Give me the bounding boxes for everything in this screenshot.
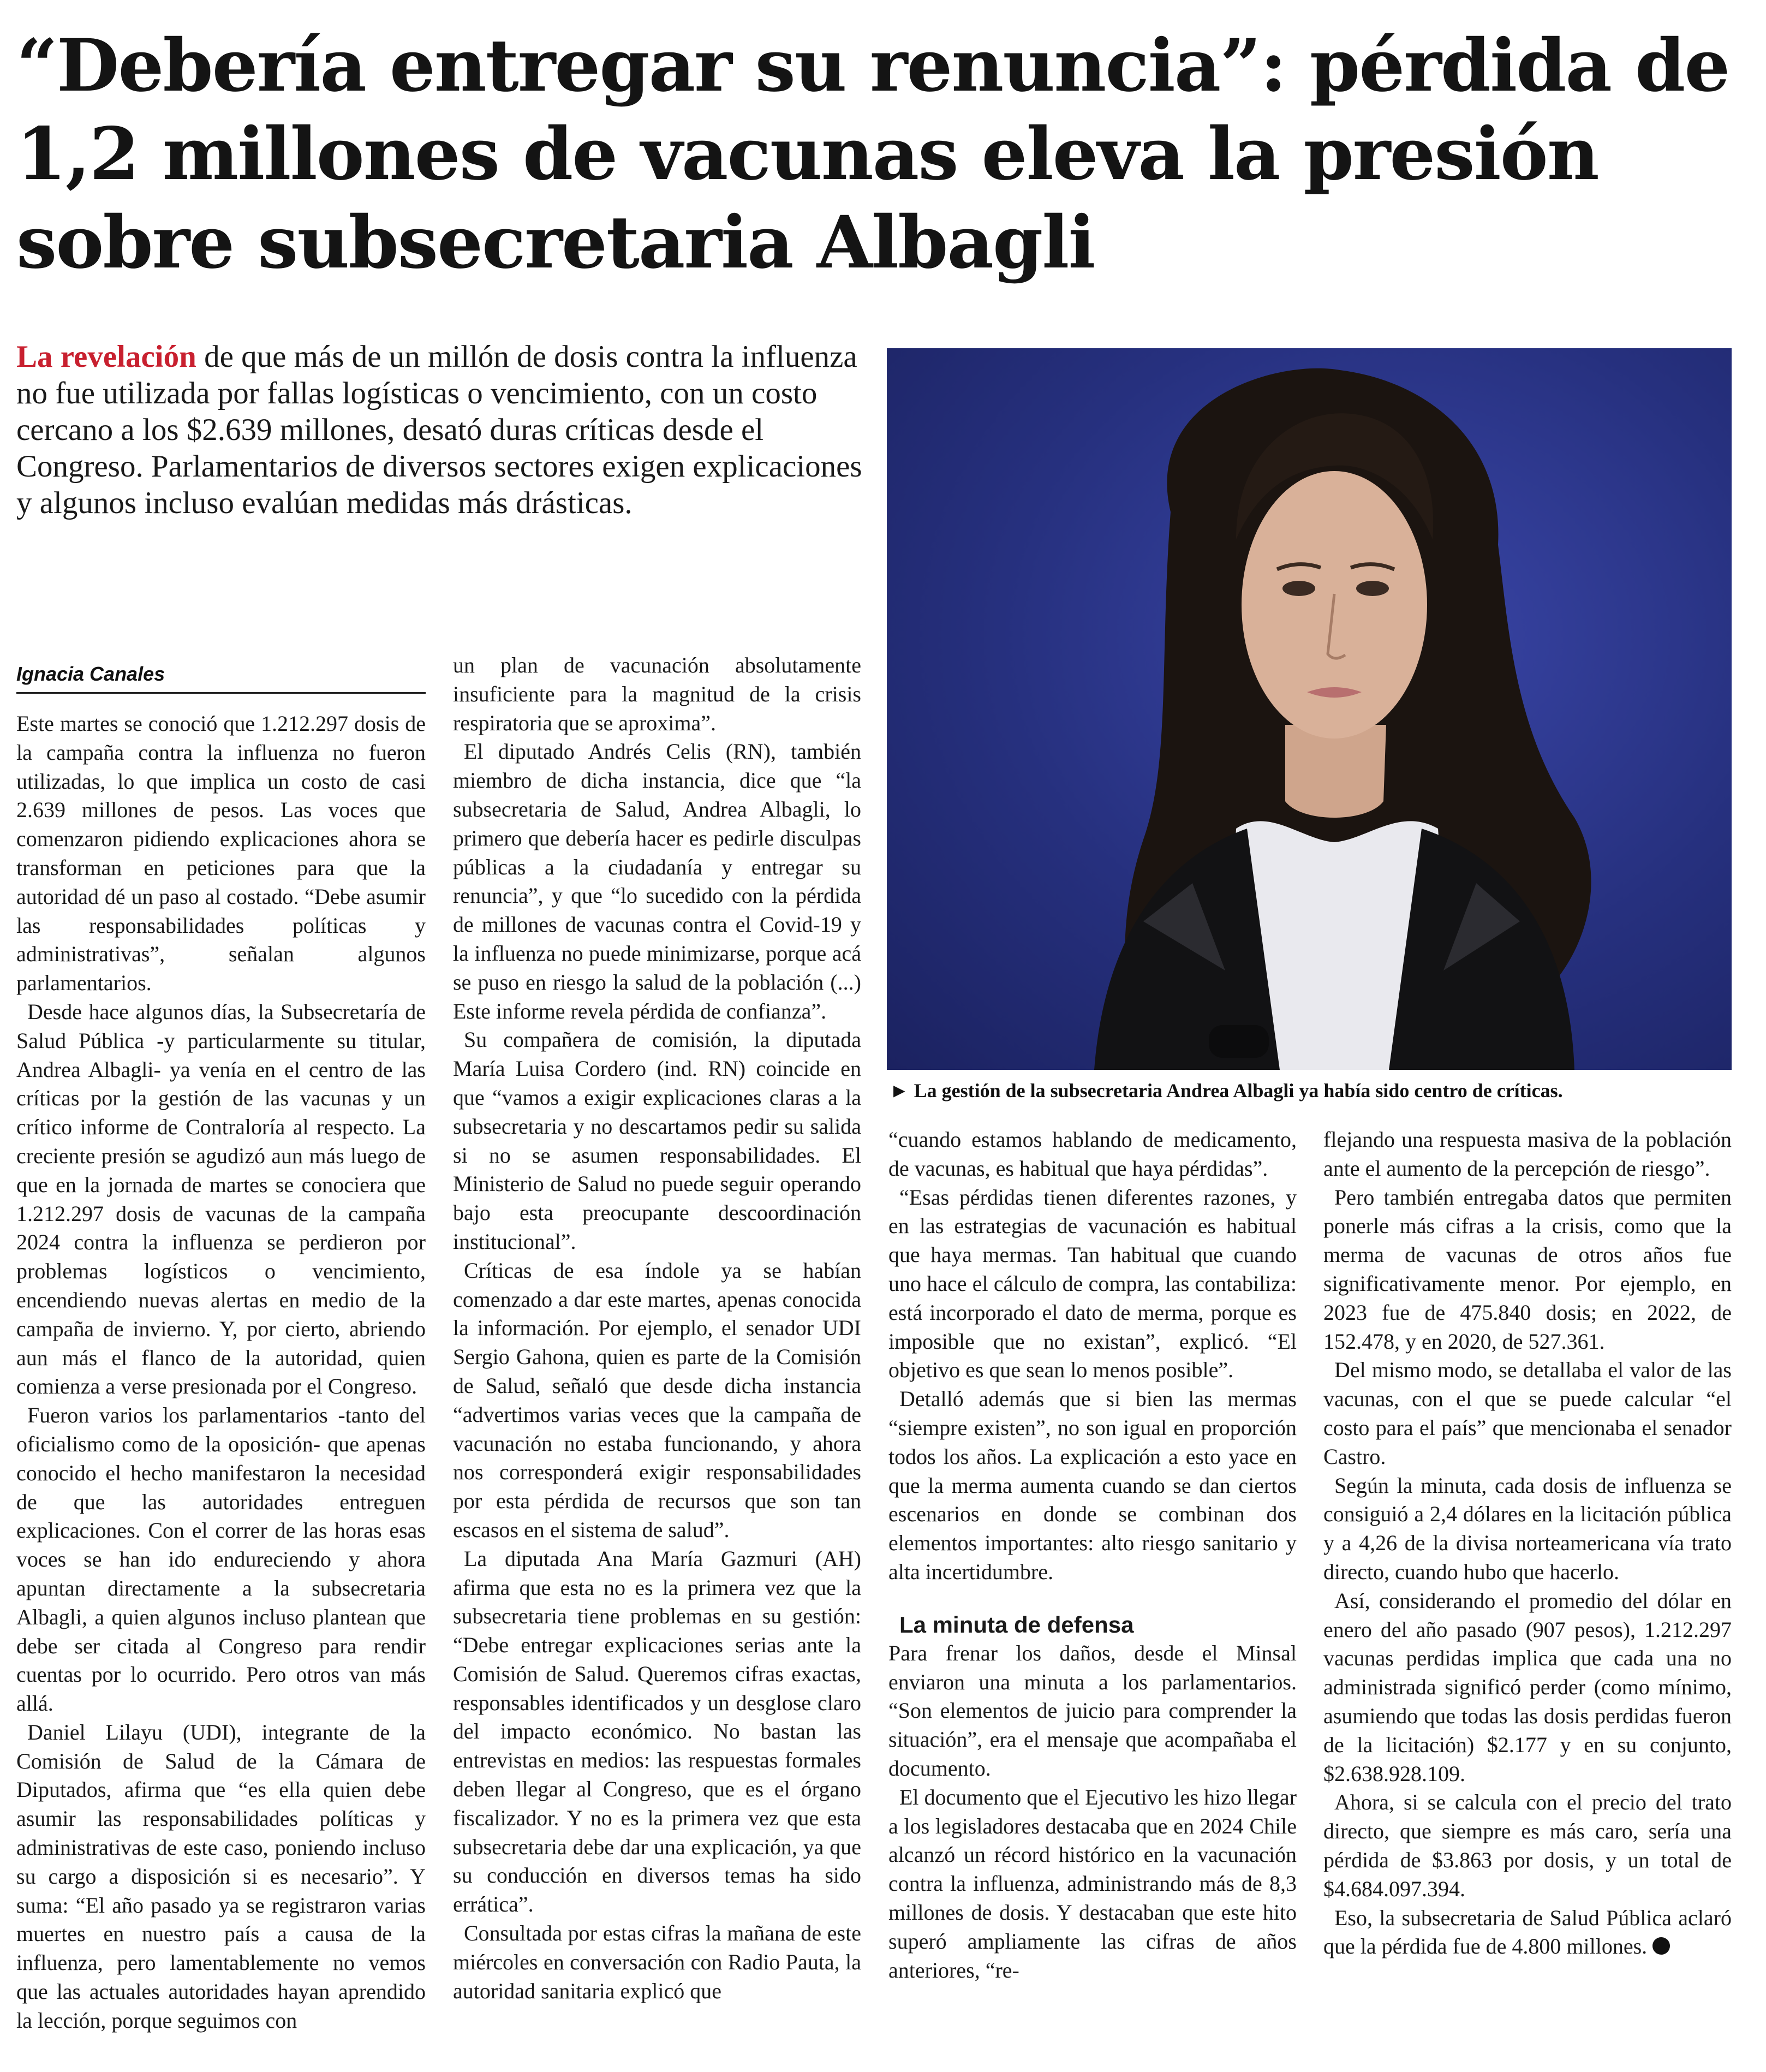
paragraph: “cuando estamos hablando de medicamento, de vacunas, es habitual que haya pérdidas”.: [888, 1127, 1297, 1181]
section-subhead: La minuta de defensa: [899, 1611, 1134, 1638]
lede-kicker: La revelación: [16, 340, 196, 374]
paragraph: “Esas pérdidas tienen diferentes razones, y en las estrategias de vacunación es habitual que haya mermas. Tan habitual que cuando uno hace el cálculo de compra, las contabiliza: está incorporado el dato de merma, porque es imposible que no existan”, explicó. “El objetivo es que sean lo menos posible”.: [888, 1184, 1297, 1383]
paragraph: Pero también entregaba datos que permiten ponerle más cifras a la crisis, como que la merma de vacunas de otros años fue significativamente menor. Por ejemplo, en 2023 fue de 475.840 dosis; en 2022, de 152.478, y en 2020, de 527.361.: [1323, 1184, 1732, 1354]
paragraph: Según la minuta, cada dosis de influenza se consiguió a 2,4 dólares en la licitación pública y a 4,26 de la divisa norteamericana vía trato directo, cuando hubo que hacerlo.: [1323, 1473, 1732, 1584]
byline: Ignacia Canales: [16, 663, 426, 694]
paragraph: El diputado Andrés Celis (RN), también miembro de dicha instancia, dice que “la subsecretaria de Salud, Andrea Albagli, lo primero que debería hacer es pedirle disculpas públicas a la ciudadanía y entregar su renuncia”, y que “lo sucedido con la pérdida de millones de vacunas contra el Covid-19 y la influenza no puede minimizarse, porque acá se puso en riesgo la salud de la población (...) Este informe revela pérdida de confianza”.: [453, 739, 861, 1023]
paragraph: Para frenar los daños, desde el Minsal enviaron una minuta a los parlamentarios. “Son elementos de juicio para comprender la situación”, era el mensaje que acompañaba el documento.: [888, 1640, 1297, 1781]
end-mark-icon: [1652, 1937, 1670, 1955]
paragraph: Ahora, si se calcula con el precio del trato directo, que siempre es más caro, sería una pérdida de $3.863 por dosis, y un total de $4.684.097.394.: [1323, 1790, 1732, 1901]
paragraph: flejando una respuesta masiva de la población ante el aumento de la percepción de riesgo”.: [1323, 1127, 1732, 1181]
lede-paragraph: [16, 338, 868, 521]
paragraph: [1323, 1904, 1732, 1962]
headline: “Debería entregar su renuncia”: pérdida de 1,2 millones de vacunas eleva la presión sobre subsecretaria Albagli: [16, 23, 1729, 285]
article-column-1: [16, 710, 426, 2035]
article-column-2: [453, 651, 861, 2005]
photo-caption: ► La gestión de la subsecretaria Andrea Albagli ya había sido centro de críticas.: [890, 1080, 1563, 1102]
article-photo: [887, 348, 1732, 1070]
portrait-illustration: [887, 348, 1732, 1070]
paragraph: Este martes se conoció que 1.212.297 dosis de la campaña contra la influenza no fueron utilizadas, lo que implica un costo de casi 2.639 millones de pesos. Las voces que comenzaron pidiendo explicaciones ahora se transforman en peticiones para que la autoridad dé un paso al costado. “Debe asumir las responsabilidades políticas y administrativas”, señalan algunos parlamentarios.: [16, 711, 426, 996]
paragraph: Detalló además que si bien las mermas “siempre existen”, no son igual en proporción todos los años. La explicación a esto yace en que la merma aumenta cuando se dan ciertos escenarios en donde se combinan dos elementos importantes: alto riesgo sanitario y alta incertidumbre.: [888, 1386, 1297, 1584]
paragraph: Consultada por estas cifras la mañana de este miércoles en conversación con Radio Pauta, la autoridad sanitaria explicó que: [453, 1921, 861, 2003]
paragraph: Desde hace algunos días, la Subsecretaría de Salud Pública -y particularmente su titular, Andrea Albagli- ya venía en el centro de las críticas por la gestión de las vacunas y un crítico informe de Contraloría al respecto. La creciente presión se agudizó aun más luego de que en la jornada de martes se conociera que 1.212.297 dosis de vacunas de la campaña 2024 contra la influenza se perdieron por problemas logísticos o vencimiento, encendiendo nuevas alertas en medio de la campaña de invierno. Y, por cierto, abriendo aun más el flanco de la autoridad, quien comienza a verse presionada por el Congreso.: [16, 999, 426, 1399]
paragraph: un plan de vacunación absolutamente insuficiente para la magnitud de la crisis respiratoria que se aproxima”.: [453, 653, 861, 735]
paragraph: Así, considerando el promedio del dólar en enero del año pasado (907 pesos), 1.212.297 vacunas perdidas implica que cada una no administrada significó perder (como mínimo, asumiendo que todas las dosis perdidas fueron de la licitación) $2.177 y en su conjunto, $2.638.928.109.: [1323, 1588, 1732, 1786]
article-column-4: [1323, 1126, 1732, 1961]
paragraph: Críticas de esa índole ya se habían comenzado a dar este martes, apenas conocida la información. Por ejemplo, el senador UDI Sergio Gahona, quien es parte de la Comisión de Salud, señaló que desde dicha instancia “advertimos varias veces que la campaña de vacunación no estaba funcionando, y ahora nos corresponderá exigir responsabilidades por esta pérdida de recursos que son tan escasos en el sistema de salud”.: [453, 1258, 861, 1542]
paragraph: Daniel Lilayu (UDI), integrante de la Comisión de Salud de la Cámara de Diputados, afirma que “es ella quien debe asumir las responsabilidades políticas y administrativas de este caso, poniendo incluso su cargo a disposición si es necesario”. Y suma: “El año pasado ya se registraron varias muertes en nuestro país a causa de la influenza, pero lamentablemente no vemos que las actuales autoridades hayan aprendido la lección, porque seguimos con: [16, 1719, 426, 2033]
paragraph: Fueron varios los parlamentarios -tanto del oficialismo como de la oposición- que apenas conocido el hecho manifestaron la necesidad de que las autoridades entreguen explicaciones. Con el correr de las horas esas voces se han ido endureciendo y ahora apuntan directamente a la subsecretaria Albagli, a quien algunos incluso plantean que debe ser citada al Congreso para rendir cuentas por lo ocurrido. Pero otros van más allá.: [16, 1403, 426, 1716]
paragraph: Su compañera de comisión, la diputada María Luisa Cordero (ind. RN) coincide en que “vamos a exigir explicaciones claras a la subsecretaria y no descartamos pedir su salida si no se asumen responsabilidades. El Ministerio de Salud no puede seguir operando bajo esta preocupante descoordinación institucional”.: [453, 1027, 861, 1254]
paragraph: El documento que el Ejecutivo les hizo llegar a los legisladores destacaba que en 2024 Chile alcanzó un récord histórico en la vacunación contra la influenza, administrando más de 8,3 millones de dosis. Y destacaban que este hito superó ampliamente las cifras de años anteriores, “re-: [888, 1784, 1297, 1982]
final-paragraph-text: Eso, la subsecretaria de Salud Pública aclaró que la pérdida fue de 4.800 millones.: [1323, 1905, 1732, 1959]
article-column-3: [888, 1126, 1297, 1985]
paragraph: La diputada Ana María Gazmuri (AH) afirma que esta no es la primera vez que la subsecretaria tiene problemas en su gestión: “Debe entregar explicaciones serias ante la Comisión de Salud. Queremos cifras exactas, responsables identificados y un desglose claro del impacto económico. No bastan las entrevistas en medios: las respuestas formales deben llegar al Congreso, que es el órgano fiscalizador. Y no es la primera vez que esta subsecretaria debe dar una explicación, ya que su conducción en diversos temas ha sido errática”.: [453, 1546, 861, 1917]
lede-text: de que más de un millón de dosis contra la influenza no fue utilizada por fallas logísticas o vencimiento, con un costo cercano a los $2.639 millones, desató duras críticas desde el Congreso. Parlamentarios de diversos sectores exigen explicaciones y algunos incluso evalúan medidas más drásticas.: [16, 340, 862, 520]
paragraph: Del mismo modo, se detallaba el valor de las vacunas, con el que se puede calcular “el costo para el país” que mencionaba el senador Castro.: [1323, 1357, 1732, 1469]
